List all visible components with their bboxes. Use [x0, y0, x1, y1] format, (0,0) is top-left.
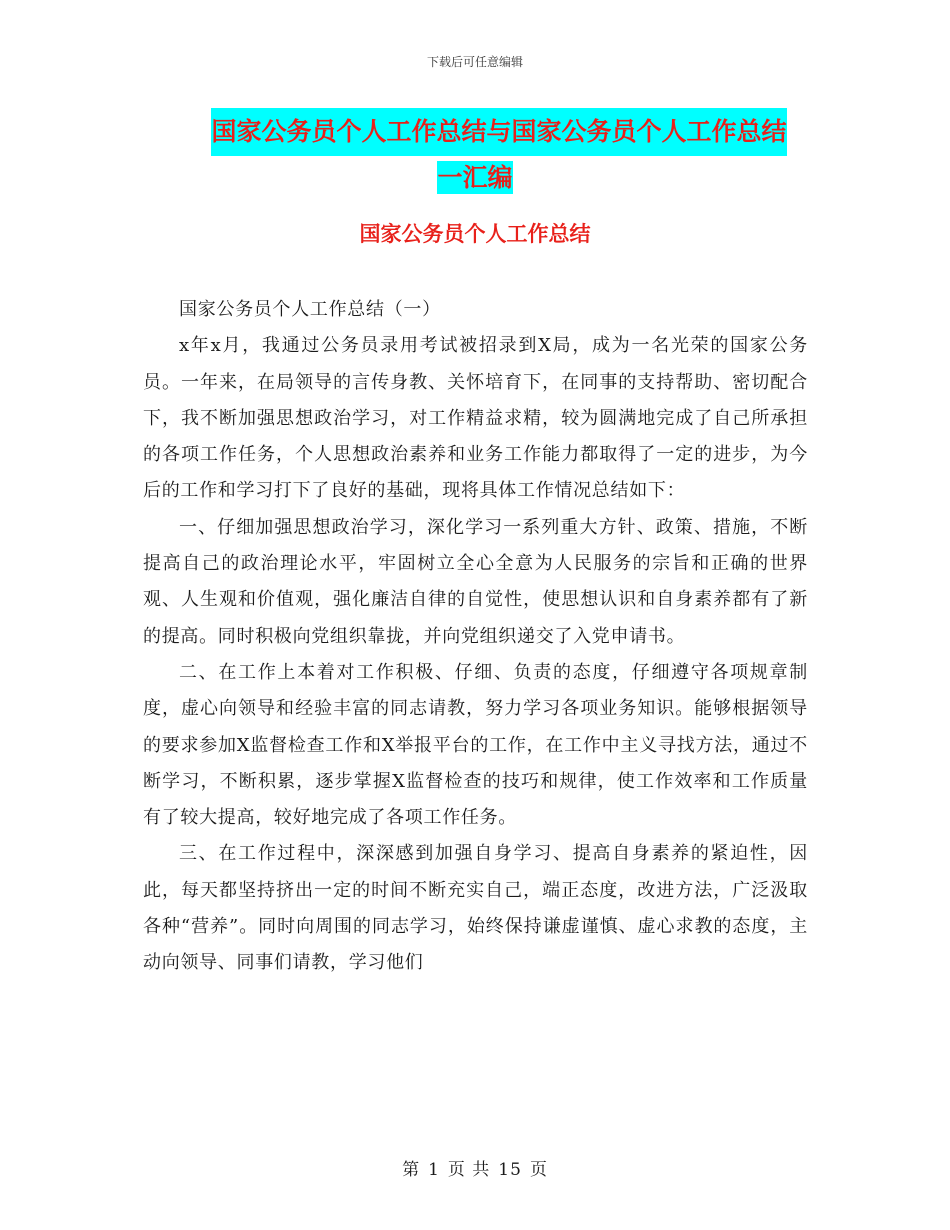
- footer-total-pages: 15: [498, 1160, 522, 1180]
- section-title: 国家公务员个人工作总结: [359, 222, 591, 246]
- footer-page-number: 1: [428, 1160, 440, 1180]
- document-title: [0, 108, 950, 200]
- paragraph-subtitle: 国家公务员个人工作总结（一）: [179, 299, 441, 320]
- paragraph-intro: x年x月，我通过公务员录用考试被招录到X局，成为一名光荣的国家公务员。一年来，在局领导的言传身教、关怀培育下，在同事的支持帮助、密切配合下，我不断加强思想政治学习，对工作精益求精，较为圆满地完成了自己所承担的各项工作任务，个人思想政治素养和业务工作能力都取得了一定的进步，为今后的工作和学习打下了良好的基础，现将具体工作情况总结如下：: [143, 335, 808, 502]
- footer-suffix: 页: [529, 1160, 548, 1180]
- header-note: 下载后可任意编辑: [426, 55, 523, 69]
- document-title-line-1: 国家公务员个人工作总结与国家公务员个人工作总结: [211, 108, 786, 156]
- paragraph-point-3: 三、在工作过程中，深深感到加强自身学习、提高自身素养的紧迫性，因此，每天都坚持挤出一定的时间不断充实自己，端正态度，改进方法，广泛汲取各种“营养”。同时向周围的同志学习，始终保持谦虚谨慎、虚心求教的态度，主动向领导、同事们请教，学习他们: [143, 843, 808, 974]
- footer-prefix: 第: [402, 1160, 421, 1180]
- document-title-line-2: 一汇编: [437, 163, 513, 192]
- footer-middle: 页 共: [447, 1160, 491, 1180]
- paragraph-point-1: 一、仔细加强思想政治学习，深化学习一系列重大方针、政策、措施，不断提高自己的政治理论水平，牢固树立全心全意为人民服务的宗旨和正确的世界观、人生观和价值观，强化廉洁自律的自觉性，使思想认识和自身素养都有了新的提高。同时积极向党组织靠拢，并向党组织递交了入党申请书。: [143, 516, 808, 647]
- paragraph-point-2: 二、在工作上本着对工作积极、仔细、负责的态度，仔细遵守各项规章制度，虚心向领导和经验丰富的同志请教，努力学习各项业务知识。能够根据领导的要求参加X监督检查工作和X举报平台的工作，在工作中主义寻找方法，通过不断学习，不断积累，逐步掌握X监督检查的技巧和规律，使工作效率和工作质量有了较大提高，较好地完成了各项工作任务。: [143, 661, 808, 829]
- page-footer: [0, 1155, 950, 1180]
- document-body: [143, 292, 808, 982]
